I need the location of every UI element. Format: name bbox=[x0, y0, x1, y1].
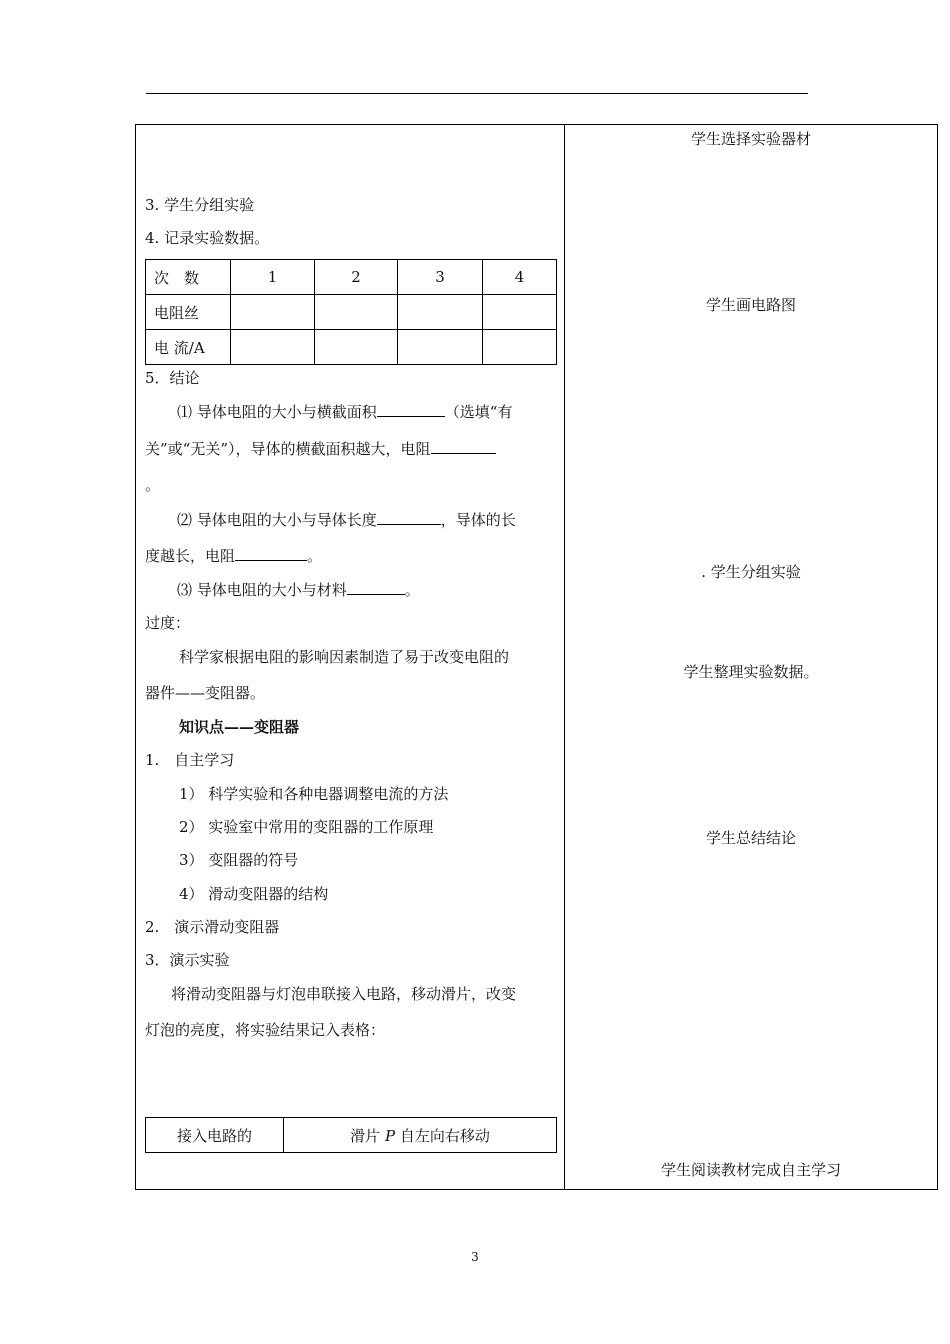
table-cell bbox=[398, 295, 483, 330]
table-cell: 3 bbox=[398, 260, 483, 295]
section-demo-experiment: 3．演示实验 bbox=[145, 951, 230, 969]
transition-text-2: 器件——变阻器。 bbox=[145, 684, 266, 702]
answer-blank[interactable] bbox=[431, 439, 496, 454]
table-cell bbox=[483, 295, 557, 330]
table-cell bbox=[315, 330, 398, 365]
table-cell: 1 bbox=[231, 260, 315, 295]
table-row bbox=[146, 260, 557, 295]
self-study-item: 2） 实验室中常用的变阻器的工作原理 bbox=[179, 818, 434, 836]
answer-blank[interactable] bbox=[347, 580, 405, 595]
section-self-study: 1. 自主学习 bbox=[145, 751, 235, 769]
table-cell: 4 bbox=[483, 260, 557, 295]
demo-text-2: 灯泡的亮度，将实验结果记入表格： bbox=[145, 1021, 386, 1039]
self-study-item: 4） 滑动变阻器的结构 bbox=[179, 885, 329, 903]
table-cell: 电阻丝 bbox=[146, 295, 231, 330]
table-cell bbox=[315, 295, 398, 330]
section-demo-rheostat: 2. 演示滑动变阻器 bbox=[145, 918, 280, 936]
student-activity: 学生整理实验数据。 bbox=[683, 663, 819, 681]
table-cell: 电 流/A bbox=[146, 330, 231, 365]
answer-blank[interactable] bbox=[377, 402, 445, 417]
answer-blank[interactable] bbox=[235, 546, 307, 561]
student-activity: 学生总结结论 bbox=[705, 829, 796, 847]
self-study-item: 1） 科学实验和各种电器调整电流的方法 bbox=[179, 785, 449, 803]
conclusion-1-line-1: ⑴ 导体电阻的大小与横截面积 （选填“有 bbox=[177, 403, 513, 421]
conclusion-1-line-3: 。 bbox=[145, 476, 161, 494]
table-cell bbox=[231, 330, 315, 365]
table-cell bbox=[398, 330, 483, 365]
page-number: 3 bbox=[471, 1250, 479, 1264]
student-activity: 学生选择实验器材 bbox=[690, 130, 811, 148]
table-row bbox=[146, 1118, 557, 1153]
table-cell: 接入电路的 bbox=[146, 1118, 284, 1153]
table-row bbox=[146, 330, 557, 365]
conclusion-2-line-1: ⑵ 导体电阻的大小与导体长度 ，导体的长 bbox=[177, 511, 516, 529]
data-table bbox=[145, 259, 557, 365]
demo-text-1: 将滑动变阻器与灯泡串联接入电路，移动滑片，改变 bbox=[171, 985, 517, 1003]
student-activity-column bbox=[565, 125, 937, 1189]
header-rule bbox=[146, 93, 808, 94]
table-cell: 2 bbox=[315, 260, 398, 295]
conclusion-title: 5．结论 bbox=[145, 369, 200, 387]
student-activity: . 学生分组实验 bbox=[701, 563, 801, 581]
table-cell: 滑片 P 自左向右移动 bbox=[284, 1118, 557, 1153]
table-cell bbox=[231, 295, 315, 330]
step-4: 4. 记录实验数据。 bbox=[145, 229, 270, 247]
student-activity: 学生阅读教材完成自主学习 bbox=[660, 1161, 841, 1179]
step-3: 3. 学生分组实验 bbox=[145, 196, 255, 214]
conclusion-1-line-2: 关”或“无关”），导体的横截面积越大，电阻 bbox=[145, 438, 496, 460]
self-study-item: 3） 变阻器的符号 bbox=[179, 851, 299, 869]
answer-blank[interactable] bbox=[377, 510, 441, 525]
transition-text-1: 科学家根据电阻的影响因素制造了易于改变电阻的 bbox=[179, 648, 510, 666]
table-row bbox=[146, 295, 557, 330]
table-cell: 次 数 bbox=[146, 260, 231, 295]
lesson-table bbox=[135, 124, 938, 1190]
transition-label: 过度： bbox=[145, 614, 191, 632]
conclusion-3: ⑶ 导体电阻的大小与材料 。 bbox=[177, 581, 420, 599]
table-cell bbox=[483, 330, 557, 365]
result-table bbox=[145, 1117, 557, 1153]
knowledge-point-heading: 知识点——变阻器 bbox=[179, 718, 300, 736]
conclusion-2-line-2: 度越长，电阻 。 bbox=[145, 547, 323, 565]
student-activity: 学生画电路图 bbox=[705, 296, 796, 314]
